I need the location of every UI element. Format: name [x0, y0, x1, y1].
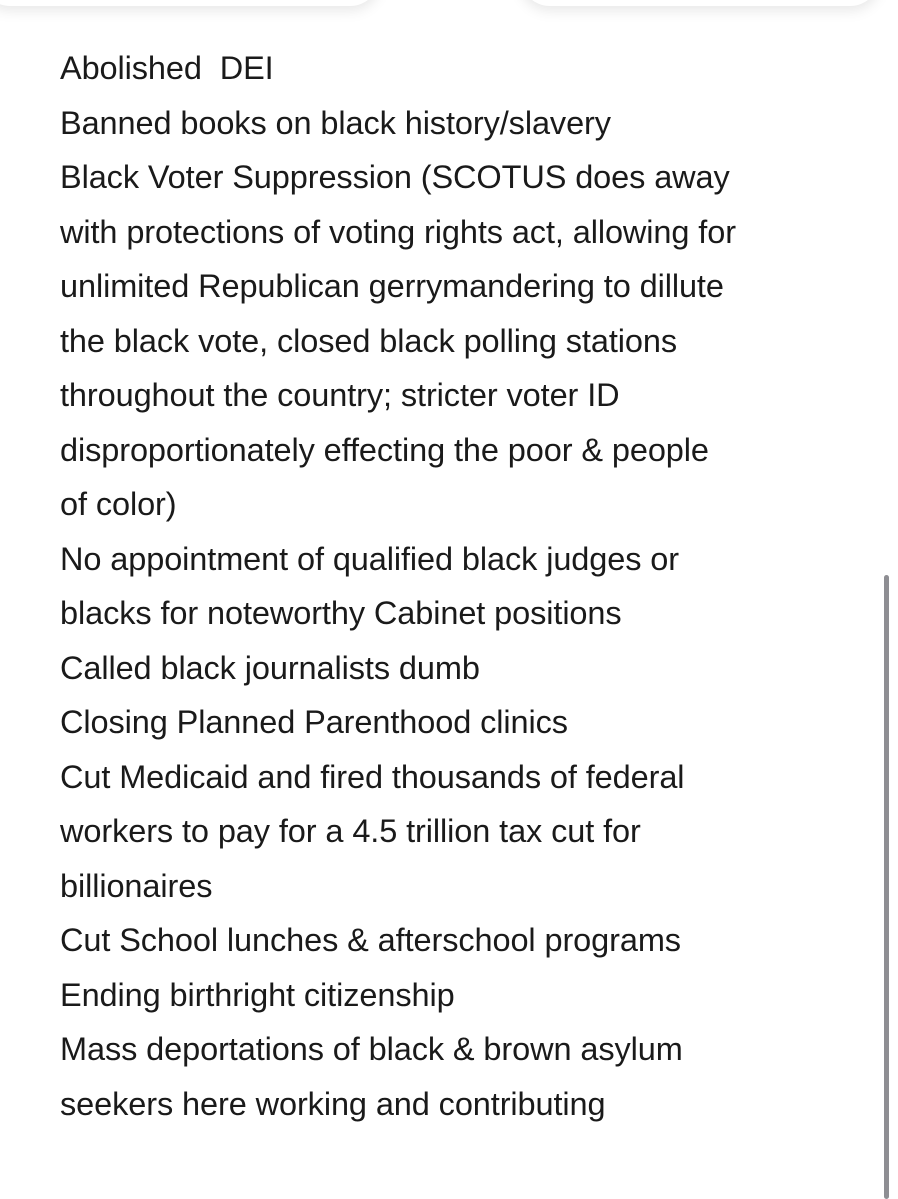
note-line: Mass deportations of black & brown asylum — [60, 1031, 683, 1067]
note-line: the black vote, closed black polling stations — [60, 322, 677, 359]
note-line: Called black journalists dumb — [60, 649, 480, 686]
note-line: disproportionately effecting the poor & people — [60, 431, 709, 468]
note-line: Cut School lunches & afterschool programs — [60, 922, 681, 958]
note-line: throughout the country; stricter voter ID — [60, 377, 620, 413]
toolbar-shadow-left — [0, 0, 380, 6]
note-line: unlimited Republican gerrymandering to dillute — [60, 268, 724, 304]
toolbar-shadow-right — [520, 0, 880, 6]
note-line: with protections of voting rights act, allowing for — [60, 213, 736, 250]
note-line: Ending birthright citizenship — [60, 976, 455, 1013]
top-toolbar-edge — [0, 0, 898, 10]
note-line: Closing Planned Parenthood clinics — [60, 704, 568, 740]
note-line: Black Voter Suppression (SCOTUS does away — [60, 159, 730, 195]
note-line: blacks for noteworthy Cabinet positions — [60, 595, 622, 631]
note-line: of color) — [60, 486, 177, 522]
note-line: seekers here working and contributing — [60, 1085, 606, 1122]
vertical-scrollbar[interactable] — [884, 575, 889, 1199]
note-line: No appointment of qualified black judges or — [60, 540, 680, 577]
note-line: workers to pay for a 4.5 trillion tax cut for — [60, 813, 641, 849]
note-line: Banned books on black history/slavery — [60, 104, 611, 141]
note-body[interactable] — [60, 41, 860, 1131]
note-line: Abolished DEI — [60, 50, 274, 86]
note-line: billionaires — [60, 867, 213, 904]
note-line: Cut Medicaid and fired thousands of federal — [60, 758, 685, 795]
